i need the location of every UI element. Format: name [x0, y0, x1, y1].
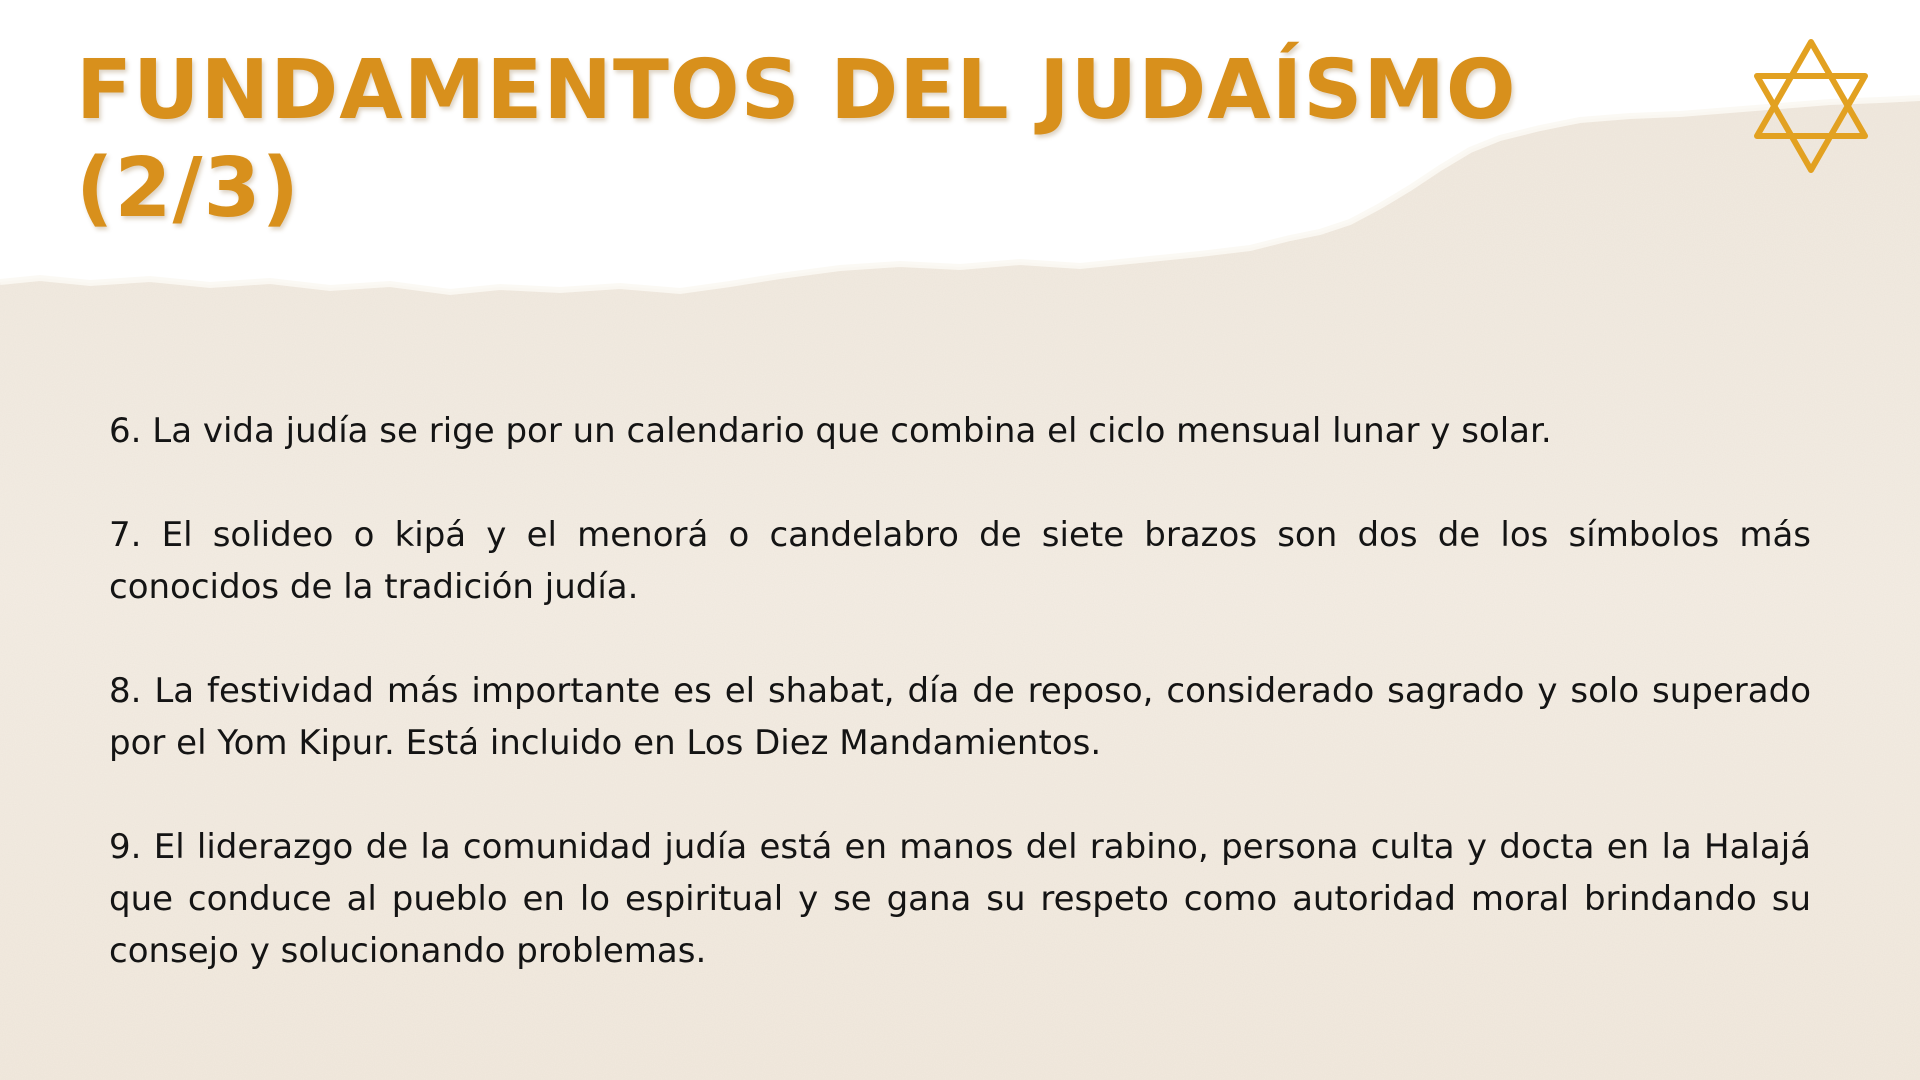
paragraph-6: 6. La vida judía se rige por un calendario que combina el ciclo mensual lunar y solar. [109, 411, 1552, 451]
title-line-1: FUNDAMENTOS DEL JUDAÍSMO [76, 43, 1517, 138]
star-of-david-icon [1752, 38, 1870, 174]
paragraph-7: 7. El solideo o kipá y el menorá o candelabro de siete brazos son dos de los símbolos más conocidos de la tradición judía. [109, 515, 1811, 607]
title-line-2: (2/3) [76, 141, 301, 236]
paragraph-8: 8. La festividad más importante es el shabat, día de reposo, considerado sagrado y solo superado por el Yom Kipur. Está incluido en Los Diez Mandamientos. [109, 671, 1811, 763]
page-title [76, 42, 1556, 238]
paragraph-9: 9. El liderazgo de la comunidad judía está en manos del rabino, persona culta y docta en la Halajá que conduce al pueblo en lo espiritual y se gana su respeto como autoridad moral brindando su consejo y solucionando problemas. [109, 827, 1811, 971]
content-body [109, 405, 1811, 977]
